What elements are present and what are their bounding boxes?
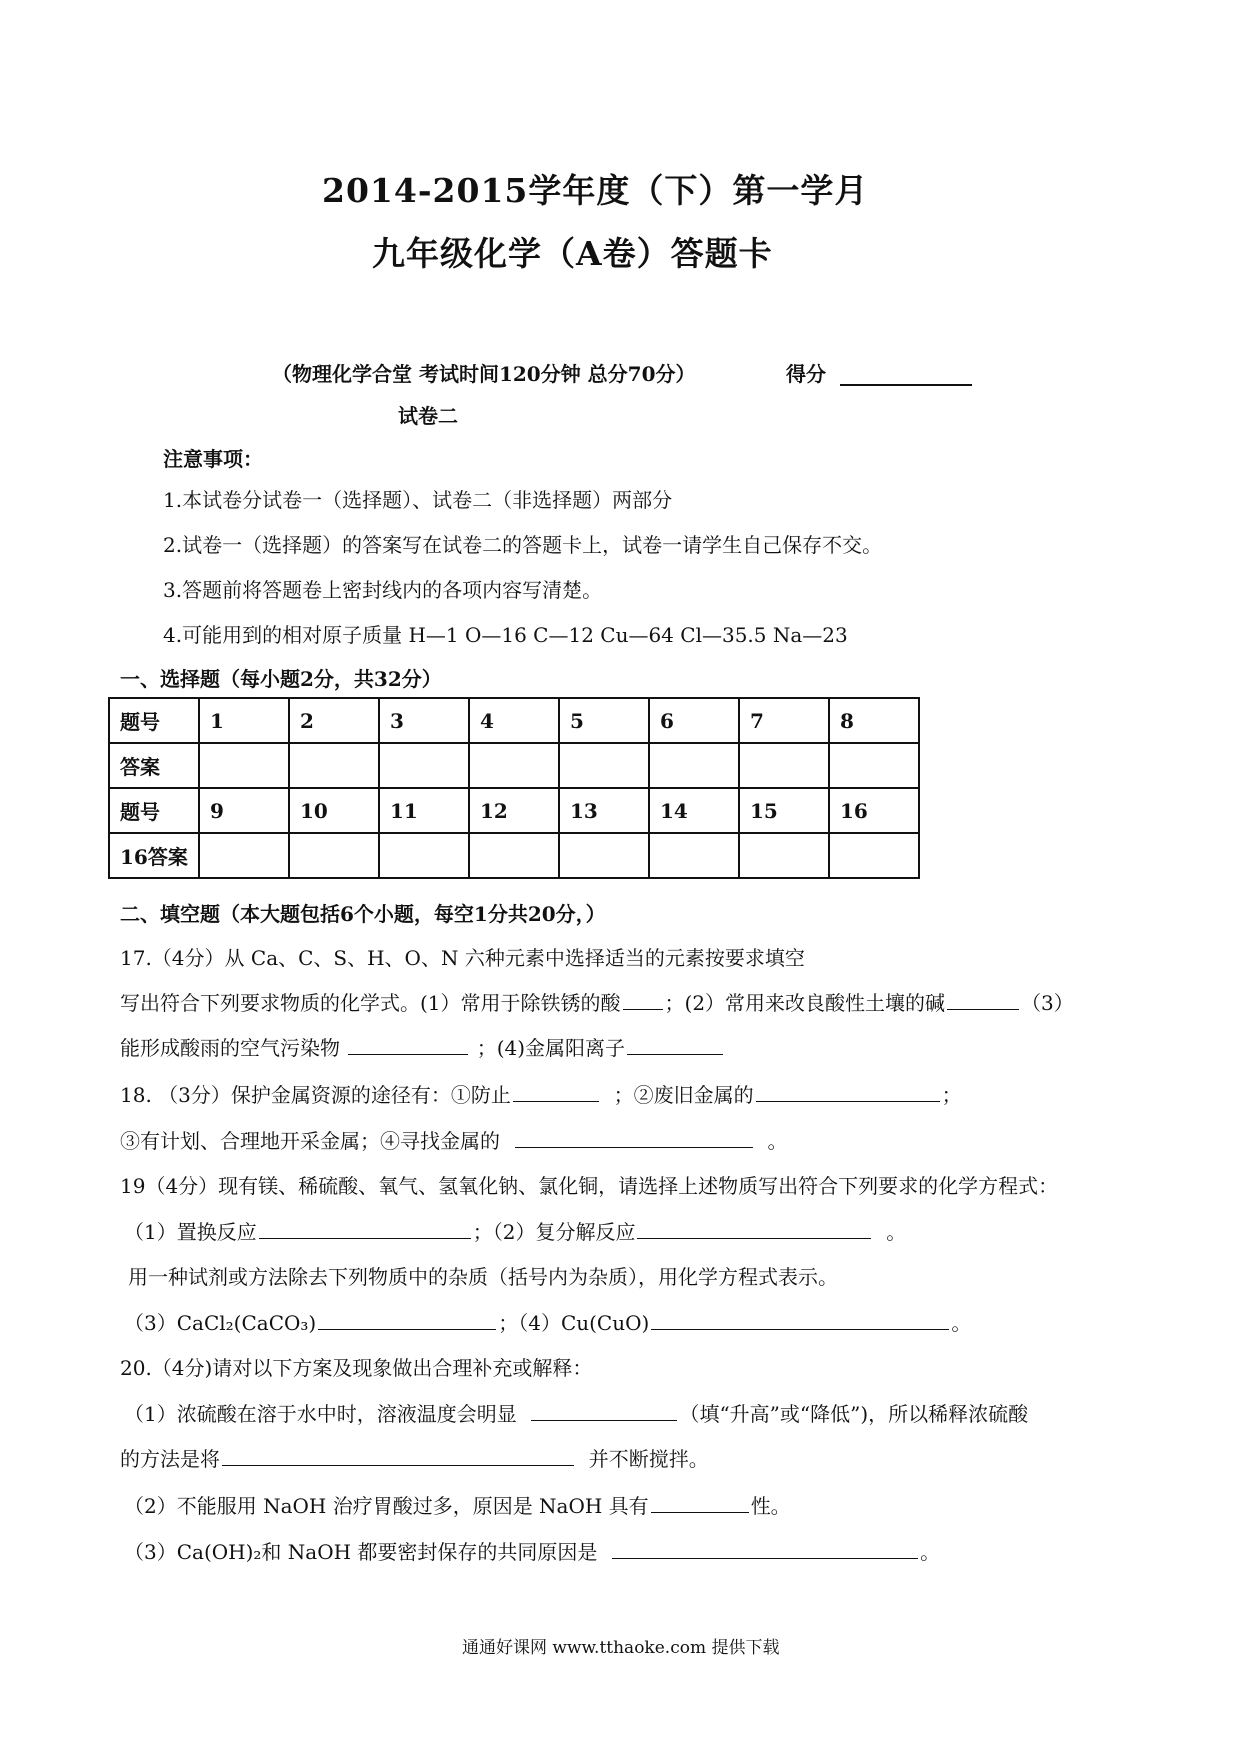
table-cell: 答案 (109, 743, 199, 788)
q19-blank-3[interactable] (318, 1309, 496, 1330)
table-row (109, 743, 919, 788)
q20-text: （2）不能服用 NaOH 治疗胃酸过多，原因是 NaOH 具有 (124, 1494, 649, 1518)
q17-blank-1[interactable] (623, 989, 663, 1010)
answer-cell[interactable] (379, 743, 469, 788)
table-cell: 8 (829, 698, 919, 743)
page-title: 2014-2015学年度（下）第一学月 (322, 171, 869, 210)
answer-cell[interactable] (829, 743, 919, 788)
q19-text: 。 (951, 1311, 972, 1335)
answer-cell[interactable] (739, 743, 829, 788)
q19-blank-4[interactable] (651, 1309, 949, 1330)
notes-heading: 注意事项： (163, 447, 263, 471)
q20-line (124, 1398, 1028, 1427)
q17-text: 能形成酸雨的空气污染物 (120, 1036, 340, 1060)
table-cell: 6 (649, 698, 739, 743)
q17-text: ；(4)金属阳离子 (476, 1036, 626, 1060)
q20-text: （1）浓硫酸在溶于水中时，溶液温度会明显 (124, 1402, 517, 1426)
table-row (109, 788, 919, 833)
q17-text: 17.（4分）从 Ca、C、S、H、O、N 六种元素中选择适当的元素按要求填空 (120, 946, 805, 970)
note-item: 1.本试卷分试卷一（选择题）、试卷二（非选择题）两部分 (163, 488, 673, 512)
q20-text: 的方法是将 (120, 1447, 220, 1471)
q17-text: 写出符合下列要求物质的化学式。(1）常用于除铁锈的酸 (120, 991, 621, 1015)
q20-blank-2[interactable] (222, 1445, 574, 1466)
q18-text: ； (941, 1083, 962, 1107)
q19-line (124, 1307, 971, 1336)
q17-line (120, 1032, 725, 1061)
table-cell: 16答案 (109, 833, 199, 878)
q19-text: 。 (886, 1220, 907, 1244)
q19-blank-2[interactable] (637, 1218, 871, 1239)
q19-line (124, 1216, 906, 1245)
table-cell: 16 (829, 788, 919, 833)
q20-text: （填“升高”或“降低”)，所以稀释浓硫酸 (679, 1402, 1029, 1426)
q18-blank-3[interactable] (515, 1127, 753, 1148)
q20-blank-3[interactable] (651, 1492, 749, 1513)
answer-cell[interactable] (469, 833, 559, 878)
table-cell: 题号 (109, 788, 199, 833)
note-item: 3.答题前将答题卷上密封线内的各项内容写清楚。 (163, 578, 603, 602)
q20-text: 。 (920, 1540, 941, 1564)
q18-text: ；②废旧金属的 (613, 1083, 754, 1107)
answer-table (108, 697, 920, 879)
answer-cell[interactable] (289, 743, 379, 788)
footer-text: 通通好课网 www.tthaoke.com 提供下载 (462, 1638, 780, 1658)
table-cell: 题号 (109, 698, 199, 743)
table-cell: 14 (649, 788, 739, 833)
q20-text: 性。 (750, 1494, 791, 1518)
q19-text: ；（2）复分解反应 (472, 1220, 636, 1244)
table-cell: 3 (379, 698, 469, 743)
answer-cell[interactable] (379, 833, 469, 878)
answer-cell[interactable] (199, 743, 289, 788)
q20-blank-4[interactable] (612, 1538, 918, 1559)
q18-blank-2[interactable] (756, 1081, 940, 1102)
table-cell: 13 (559, 788, 649, 833)
q19-text: 用一种试剂或方法除去下列物质中的杂质（括号内为杂质），用化学方程式表示。 (128, 1265, 838, 1289)
table-cell: 7 (739, 698, 829, 743)
section1-heading: 一、选择题（每小题2分，共32分） (120, 667, 442, 691)
q18-line (120, 1125, 787, 1154)
q20-text: （3）Ca(OH)₂和 NaOH 都要密封保存的共同原因是 (124, 1540, 598, 1564)
paper-label: 试卷二 (398, 404, 458, 428)
q20-line (124, 1536, 940, 1565)
q20-line (124, 1490, 791, 1519)
note-item: 2.试卷一（选择题）的答案写在试卷二的答题卡上，试卷一请学生自己保存不交。 (163, 533, 883, 557)
answer-cell[interactable] (739, 833, 829, 878)
answer-cell[interactable] (559, 743, 649, 788)
answer-cell[interactable] (649, 833, 739, 878)
answer-cell[interactable] (469, 743, 559, 788)
q19-text: （1）置换反应 (124, 1220, 257, 1244)
q17-text: ；(2）常用来改良酸性土壤的碱 (664, 991, 946, 1015)
answer-cell[interactable] (559, 833, 649, 878)
page-subtitle: 九年级化学（A卷）答题卡 (372, 234, 773, 273)
table-cell: 4 (469, 698, 559, 743)
q20-text: 20.（4分)请对以下方案及现象做出合理补充或解释： (120, 1356, 593, 1380)
exam-info: （物理化学合堂 考试时间120分钟 总分70分） (272, 362, 696, 386)
q20-line (120, 1443, 709, 1472)
table-cell: 5 (559, 698, 649, 743)
q18-blank-1[interactable] (513, 1081, 599, 1102)
q19-blank-1[interactable] (259, 1218, 471, 1239)
q18-text: ③有计划、合理地开采金属；④寻找金属的 (120, 1129, 500, 1153)
q20-text: 并不断搅拌。 (588, 1447, 709, 1471)
table-cell: 1 (199, 698, 289, 743)
section2-heading: 二、填空题（本大题包括6个小题，每空1分共20分，） (120, 902, 606, 926)
q18-line (120, 1079, 962, 1108)
q17-line (120, 987, 1074, 1016)
table-cell: 11 (379, 788, 469, 833)
q18-text: 18. （3分）保护金属资源的途径有：①防止 (120, 1083, 511, 1107)
note-item: 4.可能用到的相对原子质量 H—1 O—16 C—12 Cu—64 Cl—35.5 Na—23 (163, 623, 848, 647)
table-cell: 10 (289, 788, 379, 833)
q18-text: 。 (767, 1129, 788, 1153)
q17-text: （3） (1021, 991, 1074, 1015)
answer-cell[interactable] (199, 833, 289, 878)
q19-text: 19（4分）现有镁、稀硫酸、氧气、氢氧化钠、氯化铜，请选择上述物质写出符合下列要求的化学方程式： (120, 1174, 1059, 1198)
table-cell: 9 (199, 788, 289, 833)
q19-text: ；（4）Cu(CuO) (498, 1311, 650, 1335)
answer-cell[interactable] (649, 743, 739, 788)
table-row (109, 833, 919, 878)
table-cell: 15 (739, 788, 829, 833)
q19-text: （3）CaCl₂(CaCO₃) (124, 1311, 317, 1335)
answer-cell[interactable] (829, 833, 919, 878)
q17-blank-3[interactable] (348, 1034, 468, 1055)
score-blank[interactable] (840, 362, 972, 386)
table-cell: 12 (469, 788, 559, 833)
q17-blank-4[interactable] (627, 1034, 723, 1055)
answer-cell[interactable] (289, 833, 379, 878)
table-row (109, 698, 919, 743)
table-cell: 2 (289, 698, 379, 743)
q20-blank-1[interactable] (531, 1400, 677, 1421)
q17-blank-2[interactable] (947, 989, 1019, 1010)
score-label: 得分 (786, 362, 826, 386)
